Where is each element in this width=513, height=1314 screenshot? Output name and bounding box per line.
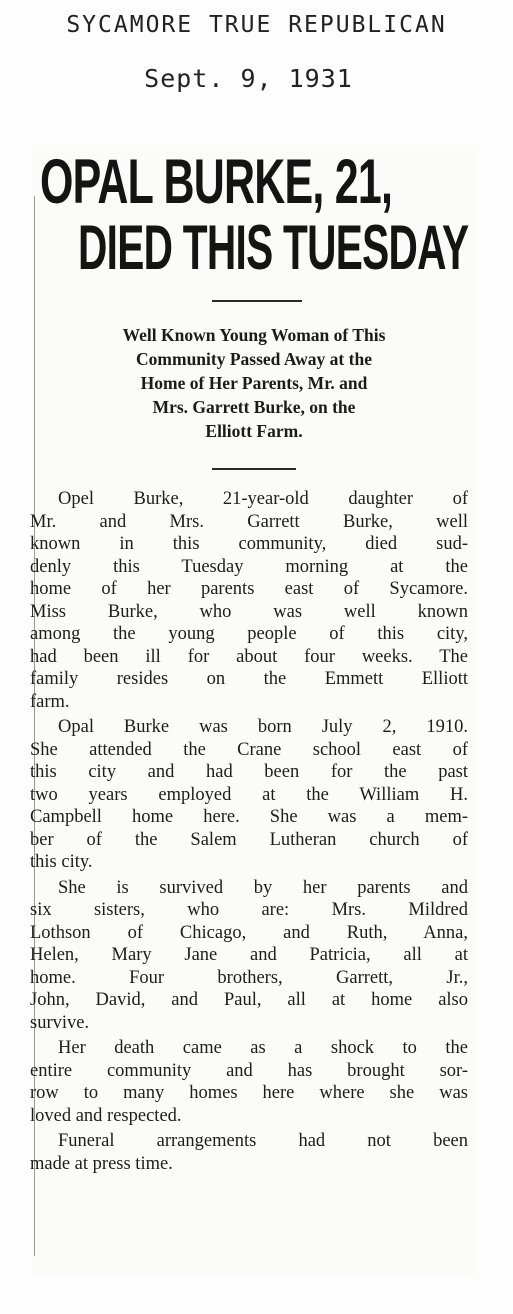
body-line: home of her parents east of Sycamore. [30, 579, 468, 599]
subheadline-line: Well Known Young Woman of This [122, 325, 386, 345]
body-line: Her death came as a shock to the [58, 1038, 468, 1058]
subheadline-line: Community Passed Away at the [136, 349, 372, 369]
body-line: denly this Tuesday morning at the [30, 556, 468, 577]
newspaper-name: SYCAMORE TRUE REPUBLICAN [66, 12, 447, 38]
article-body [30, 488, 468, 1178]
body-line: among the young people of this city, [30, 624, 468, 644]
body-line: this city and had been for the past [30, 762, 468, 782]
headline-line-1: OPAL BURKE, 21, [40, 147, 393, 218]
body-line: Funeral arrangements had not been [58, 1131, 468, 1151]
body-line: She is survived by her parents and [58, 877, 468, 898]
divider-bottom [212, 468, 296, 470]
body-line: this city. [30, 852, 93, 872]
body-line: had been ill for about four weeks. The [30, 646, 468, 667]
paragraph-4 [30, 1037, 468, 1127]
body-line: entire community and has brought sor- [30, 1060, 468, 1081]
body-line: farm. [30, 691, 70, 712]
subheadline-line: Elliott Farm. [205, 421, 303, 441]
subheadline [34, 323, 474, 443]
paragraph-5 [30, 1130, 468, 1175]
body-line: Opel Burke, 21-year-old daughter of [58, 489, 468, 509]
body-line: Mr. and Mrs. Garrett Burke, well [30, 511, 468, 532]
body-line: six sisters, who are: Mrs. Mildred [30, 900, 468, 920]
body-line: ber of the Salem Lutheran church of [30, 829, 468, 850]
body-line: known in this community, died sud- [30, 534, 468, 554]
body-line: Helen, Mary Jane and Patricia, all at [30, 945, 468, 965]
subheadline-line: Mrs. Garrett Burke, on the [152, 397, 356, 417]
headline-line-2: DIED THIS TUESDAY [78, 213, 469, 284]
body-line: Opal Burke was born July 2, 1910. [58, 717, 468, 737]
body-line: made at press time. [30, 1153, 173, 1174]
body-line: Campbell home here. She was a mem- [30, 807, 468, 827]
subheadline-line: Home of Her Parents, Mr. and [140, 373, 368, 393]
body-line: John, David, and Paul, all at home also [30, 990, 468, 1010]
publication-date: Sept. 9, 1931 [144, 64, 353, 93]
body-line: She attended the Crane school east of [30, 739, 468, 760]
body-line: home. Four brothers, Garrett, Jr., [30, 967, 468, 988]
divider-top [212, 300, 302, 302]
body-line: two years employed at the William H. [30, 784, 468, 805]
body-line: Lothson of Chicago, and Ruth, Anna, [30, 922, 468, 943]
paragraph-3 [30, 877, 468, 1035]
body-line: survive. [30, 1012, 90, 1033]
body-line: family resides on the Emmett Elliott [30, 669, 468, 689]
paragraph-1 [30, 488, 468, 713]
body-line: loved and respected. [30, 1105, 182, 1126]
body-line: row to many homes here where she was [30, 1083, 468, 1103]
body-line: Miss Burke, who was well known [30, 601, 468, 622]
paragraph-2 [30, 716, 468, 874]
